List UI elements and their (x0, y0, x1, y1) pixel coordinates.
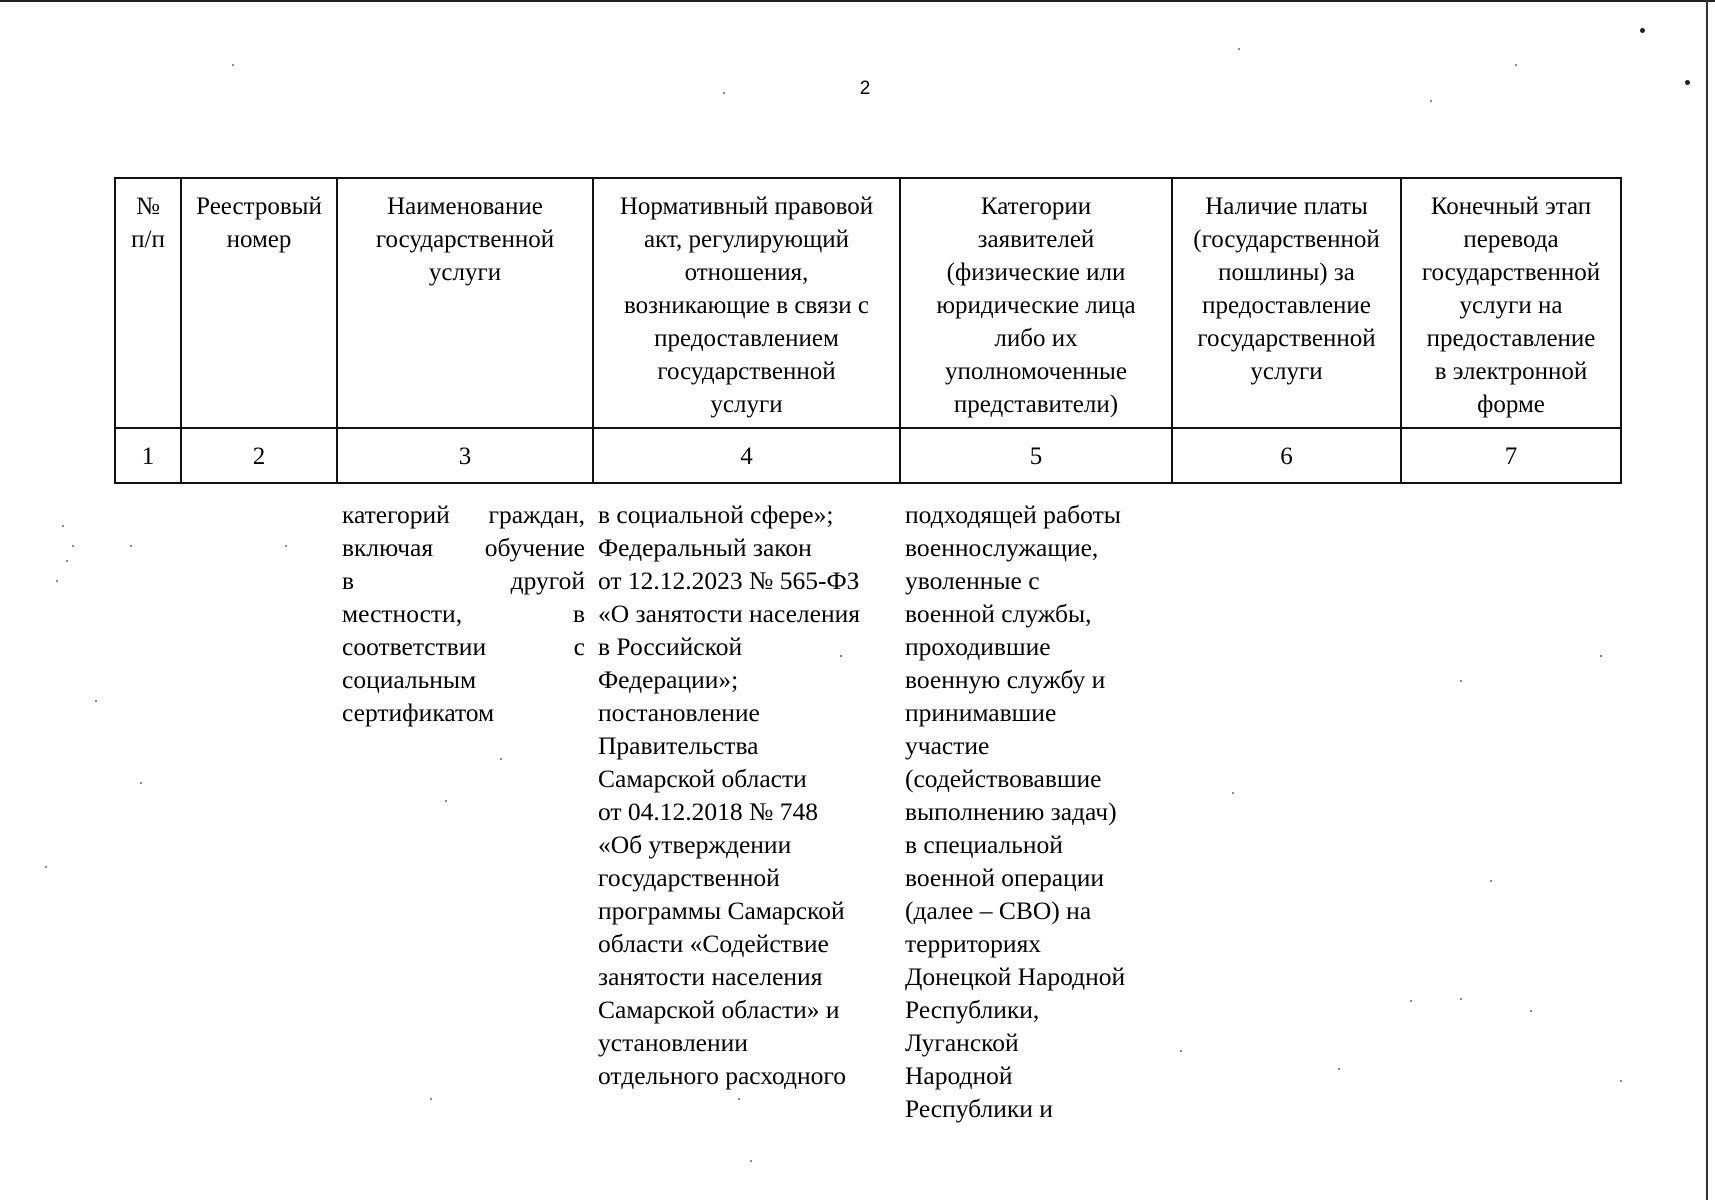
noise-speck (1490, 880, 1492, 882)
text-line: в Российской (598, 632, 743, 661)
word: в (572, 599, 585, 628)
header-row (115, 178, 1621, 428)
header-fee (1172, 178, 1401, 428)
header-line: уполномоченные (945, 358, 1127, 385)
text-line: Самарской области (598, 764, 807, 793)
text-line (342, 564, 585, 597)
text-line: военнослужащие, (905, 533, 1099, 562)
header-line: государственной (657, 358, 836, 385)
header-line: номер (226, 226, 292, 253)
noise-speck (1640, 28, 1645, 33)
noise-speck (738, 1098, 740, 1100)
noise-speck (1515, 64, 1517, 66)
noise-speck (130, 545, 132, 547)
column-number: 6 (1172, 428, 1401, 483)
noise-speck (56, 580, 58, 582)
noise-speck (723, 92, 725, 94)
noise-speck (840, 655, 842, 657)
header-line: (физические или (946, 259, 1126, 286)
word: обучение (484, 533, 585, 562)
noise-speck (1180, 1050, 1182, 1052)
noise-speck (1232, 792, 1234, 794)
text-line: участие (905, 731, 990, 760)
word: граждан, (488, 500, 585, 529)
header-line: государственной (1421, 259, 1601, 286)
noise-speck (72, 545, 74, 547)
header-line: юридические лица (936, 292, 1136, 319)
noise-speck (1685, 80, 1690, 85)
header-line: представители) (953, 391, 1119, 418)
text-line (342, 663, 585, 696)
column-number: 4 (593, 428, 900, 483)
noise-speck (66, 560, 68, 562)
header-service-name (337, 178, 593, 428)
text-line (342, 531, 585, 564)
text-line: государственной (598, 863, 780, 892)
header-line: пошлины) за (1218, 259, 1355, 286)
header-line: предоставление (1426, 325, 1596, 352)
word: с (573, 632, 585, 661)
header-line: государственной (375, 226, 555, 253)
header-line: № (136, 193, 160, 220)
text-line: Федеральный закон (598, 533, 812, 562)
text-line: занятости населения (598, 962, 823, 991)
header-line: предоставление (1202, 292, 1371, 319)
noise-speck (95, 700, 97, 702)
text-line: постановление (598, 698, 760, 727)
header-line: заявителей (977, 226, 1095, 253)
text-line: военной службы, (905, 599, 1092, 628)
header-line: услуги на (1459, 292, 1563, 319)
noise-speck (140, 782, 142, 784)
header-line: отношения, (684, 259, 809, 286)
header-line: в электронной (1434, 358, 1588, 385)
header-line: услуги (428, 259, 502, 286)
noise-speck (1620, 1080, 1622, 1082)
column-number-row (115, 428, 1621, 483)
header-line: Категории (980, 193, 1092, 220)
column-number: 2 (181, 428, 337, 483)
text-line: «Об утверждении (598, 830, 792, 859)
noise-speck (445, 800, 447, 802)
header-line: предоставлением (654, 325, 839, 352)
header-line: п/п (131, 226, 165, 253)
noise-speck (45, 866, 47, 868)
header-line: (государственной (1193, 226, 1380, 253)
header-registry-number (181, 178, 337, 428)
text-line: Республики, (905, 995, 1040, 1024)
noise-speck (500, 758, 502, 760)
text-line: (содействовавшие (905, 764, 1102, 793)
column-number: 1 (115, 428, 181, 483)
text-line: Народной (905, 1061, 1013, 1090)
header-line: Конечный этап (1430, 193, 1592, 220)
header-applicant-categories (900, 178, 1172, 428)
text-line (342, 498, 585, 531)
text-line: уволенные с (905, 566, 1040, 595)
column-number: 7 (1401, 428, 1621, 483)
scan-right-border (1706, 0, 1708, 1200)
noise-speck (1338, 1068, 1340, 1070)
text-line: области «Содействие (598, 929, 829, 958)
noise-speck (1238, 48, 1240, 50)
text-line: выполнению задач) (905, 797, 1117, 826)
noise-speck (1430, 100, 1432, 102)
text-line: в специальной (905, 830, 1063, 859)
word: другой (510, 566, 585, 595)
word: сертификатом (342, 698, 495, 727)
column-number: 5 (900, 428, 1172, 483)
header-line: перевода (1463, 226, 1559, 253)
text-line: отдельного расходного (598, 1061, 847, 1090)
noise-speck (1600, 655, 1602, 657)
header-line: Нормативный правовой (619, 193, 874, 220)
word: включая (342, 533, 434, 562)
noise-speck (750, 1160, 752, 1162)
column-number: 3 (337, 428, 593, 483)
header-line: услуги (1250, 358, 1323, 385)
text-line: Республики и (905, 1094, 1053, 1123)
applicant-categories-continuation (905, 498, 1175, 1125)
text-line: подходящей работы (905, 500, 1121, 529)
header-line: Реестровый (196, 193, 322, 220)
text-line: установлении (598, 1028, 748, 1057)
noise-speck (1460, 998, 1462, 1000)
text-line (342, 696, 585, 729)
noise-speck (62, 525, 64, 527)
service-name-continuation (342, 498, 585, 729)
text-line: Самарской области» и (598, 995, 840, 1024)
text-line: от 04.12.2018 № 748 (598, 797, 819, 826)
header-electronic-stage (1401, 178, 1621, 428)
word: местности, (342, 599, 463, 628)
header-line: возникающие в связи с (623, 292, 869, 319)
word: соответствии (342, 632, 487, 661)
text-line: от 12.12.2023 № 565-ФЗ (598, 566, 860, 595)
noise-speck (1530, 1010, 1532, 1012)
word: в (342, 566, 355, 595)
header-col-number (115, 178, 181, 428)
text-line: программы Самарской (598, 896, 845, 925)
header-line: форме (1477, 391, 1545, 418)
noise-speck (285, 545, 287, 547)
noise-speck (430, 1098, 432, 1100)
text-line: военной операции (905, 863, 1105, 892)
noise-speck (1460, 680, 1462, 682)
header-line: Наименование (387, 193, 543, 220)
header-line: либо их (994, 325, 1078, 352)
text-line: военную службу и (905, 665, 1106, 694)
text-line: в социальной сфере»; (598, 500, 834, 529)
page-number: 2 (859, 78, 871, 99)
legal-act-continuation (598, 498, 890, 1092)
noise-speck (232, 64, 234, 66)
header-line: государственной (1197, 325, 1376, 352)
noise-speck (1410, 1000, 1412, 1002)
word: категорий (342, 500, 450, 529)
header-legal-act (593, 178, 900, 428)
text-line: Правительства (598, 731, 759, 760)
text-line: проходившие (905, 632, 1051, 661)
text-line: принимавшие (905, 698, 1057, 727)
text-line: территориях (905, 929, 1042, 958)
scan-top-border (0, 0, 1715, 2)
word: социальным (342, 665, 477, 694)
text-line: Донецкой Народной (905, 962, 1126, 991)
header-line: акт, регулирующий (644, 226, 849, 253)
text-line: «О занятости населения (598, 599, 860, 628)
header-line: услуги (710, 391, 783, 418)
text-line (342, 630, 585, 663)
text-line (342, 597, 585, 630)
services-table-header (114, 177, 1622, 484)
text-line: Луганской (905, 1028, 1019, 1057)
text-line: (далее – СВО) на (905, 896, 1092, 925)
text-line: Федерации»; (598, 665, 739, 694)
header-line: Наличие платы (1205, 193, 1368, 220)
